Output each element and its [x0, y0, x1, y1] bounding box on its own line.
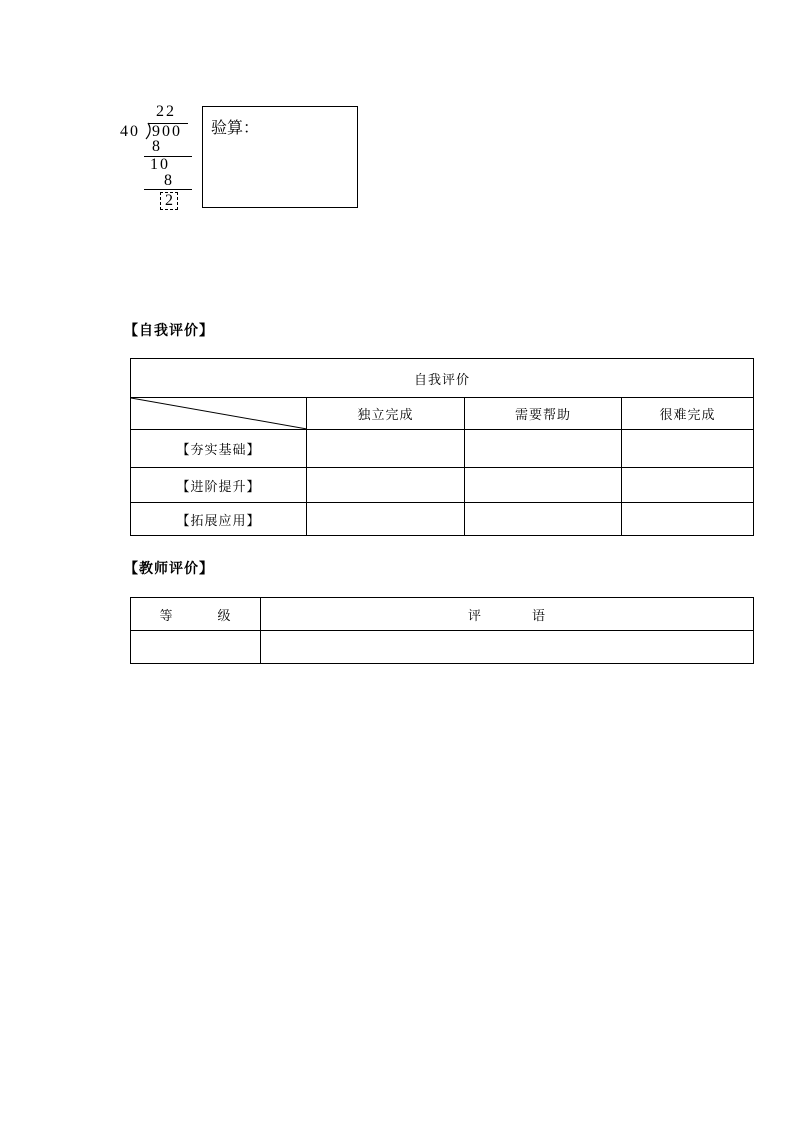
- rating-cell[interactable]: [465, 430, 622, 468]
- step2-line: [144, 189, 192, 190]
- rating-cell[interactable]: [465, 468, 622, 503]
- table-row: [131, 468, 754, 503]
- table-row: [131, 430, 754, 468]
- divisor: 40: [120, 123, 140, 140]
- remainder: 2: [160, 192, 178, 210]
- row-label: 【进阶提升】: [131, 468, 307, 503]
- rating-cell[interactable]: [307, 503, 465, 536]
- teacher-eval-title: 【教师评价】: [124, 561, 214, 577]
- rating-cell[interactable]: [307, 468, 465, 503]
- rating-cell[interactable]: [465, 503, 622, 536]
- comment-header-char: 评: [467, 608, 482, 624]
- rating-cell[interactable]: [307, 430, 465, 468]
- column-header: 需要帮助: [465, 398, 622, 430]
- column-header: 很难完成: [622, 398, 754, 430]
- grade-header-char: 等: [159, 608, 174, 624]
- step1-difference: 10: [150, 156, 170, 173]
- column-header: 独立完成: [307, 398, 465, 430]
- comment-header: [261, 598, 754, 631]
- step2-subtrahend: 8: [164, 172, 174, 189]
- teacher-eval-table: [130, 597, 754, 664]
- diagonal-line: [131, 398, 307, 429]
- rating-cell[interactable]: [622, 430, 754, 468]
- row-label: 【拓展应用】: [131, 503, 307, 536]
- table-row: [131, 503, 754, 536]
- verify-label: 验算：: [211, 118, 260, 137]
- grade-header: [131, 598, 261, 631]
- comment-cell[interactable]: [261, 631, 754, 664]
- grade-header-char: 级: [217, 608, 232, 624]
- self-eval-title: 【自我评价】: [124, 323, 214, 339]
- verify-box[interactable]: [202, 106, 358, 208]
- rating-cell[interactable]: [622, 503, 754, 536]
- diagonal-header-cell: [131, 398, 307, 430]
- quotient: 22: [156, 103, 176, 120]
- self-eval-table: [130, 358, 754, 536]
- step1-subtrahend: 8: [152, 138, 162, 155]
- self-eval-table-title: 自我评价: [131, 359, 754, 398]
- grade-cell[interactable]: [131, 631, 261, 664]
- rating-cell[interactable]: [622, 468, 754, 503]
- row-label: 【夯实基础】: [131, 430, 307, 468]
- long-division: [118, 104, 198, 214]
- comment-header-char: 语: [532, 608, 547, 624]
- dividend: 900: [152, 123, 182, 140]
